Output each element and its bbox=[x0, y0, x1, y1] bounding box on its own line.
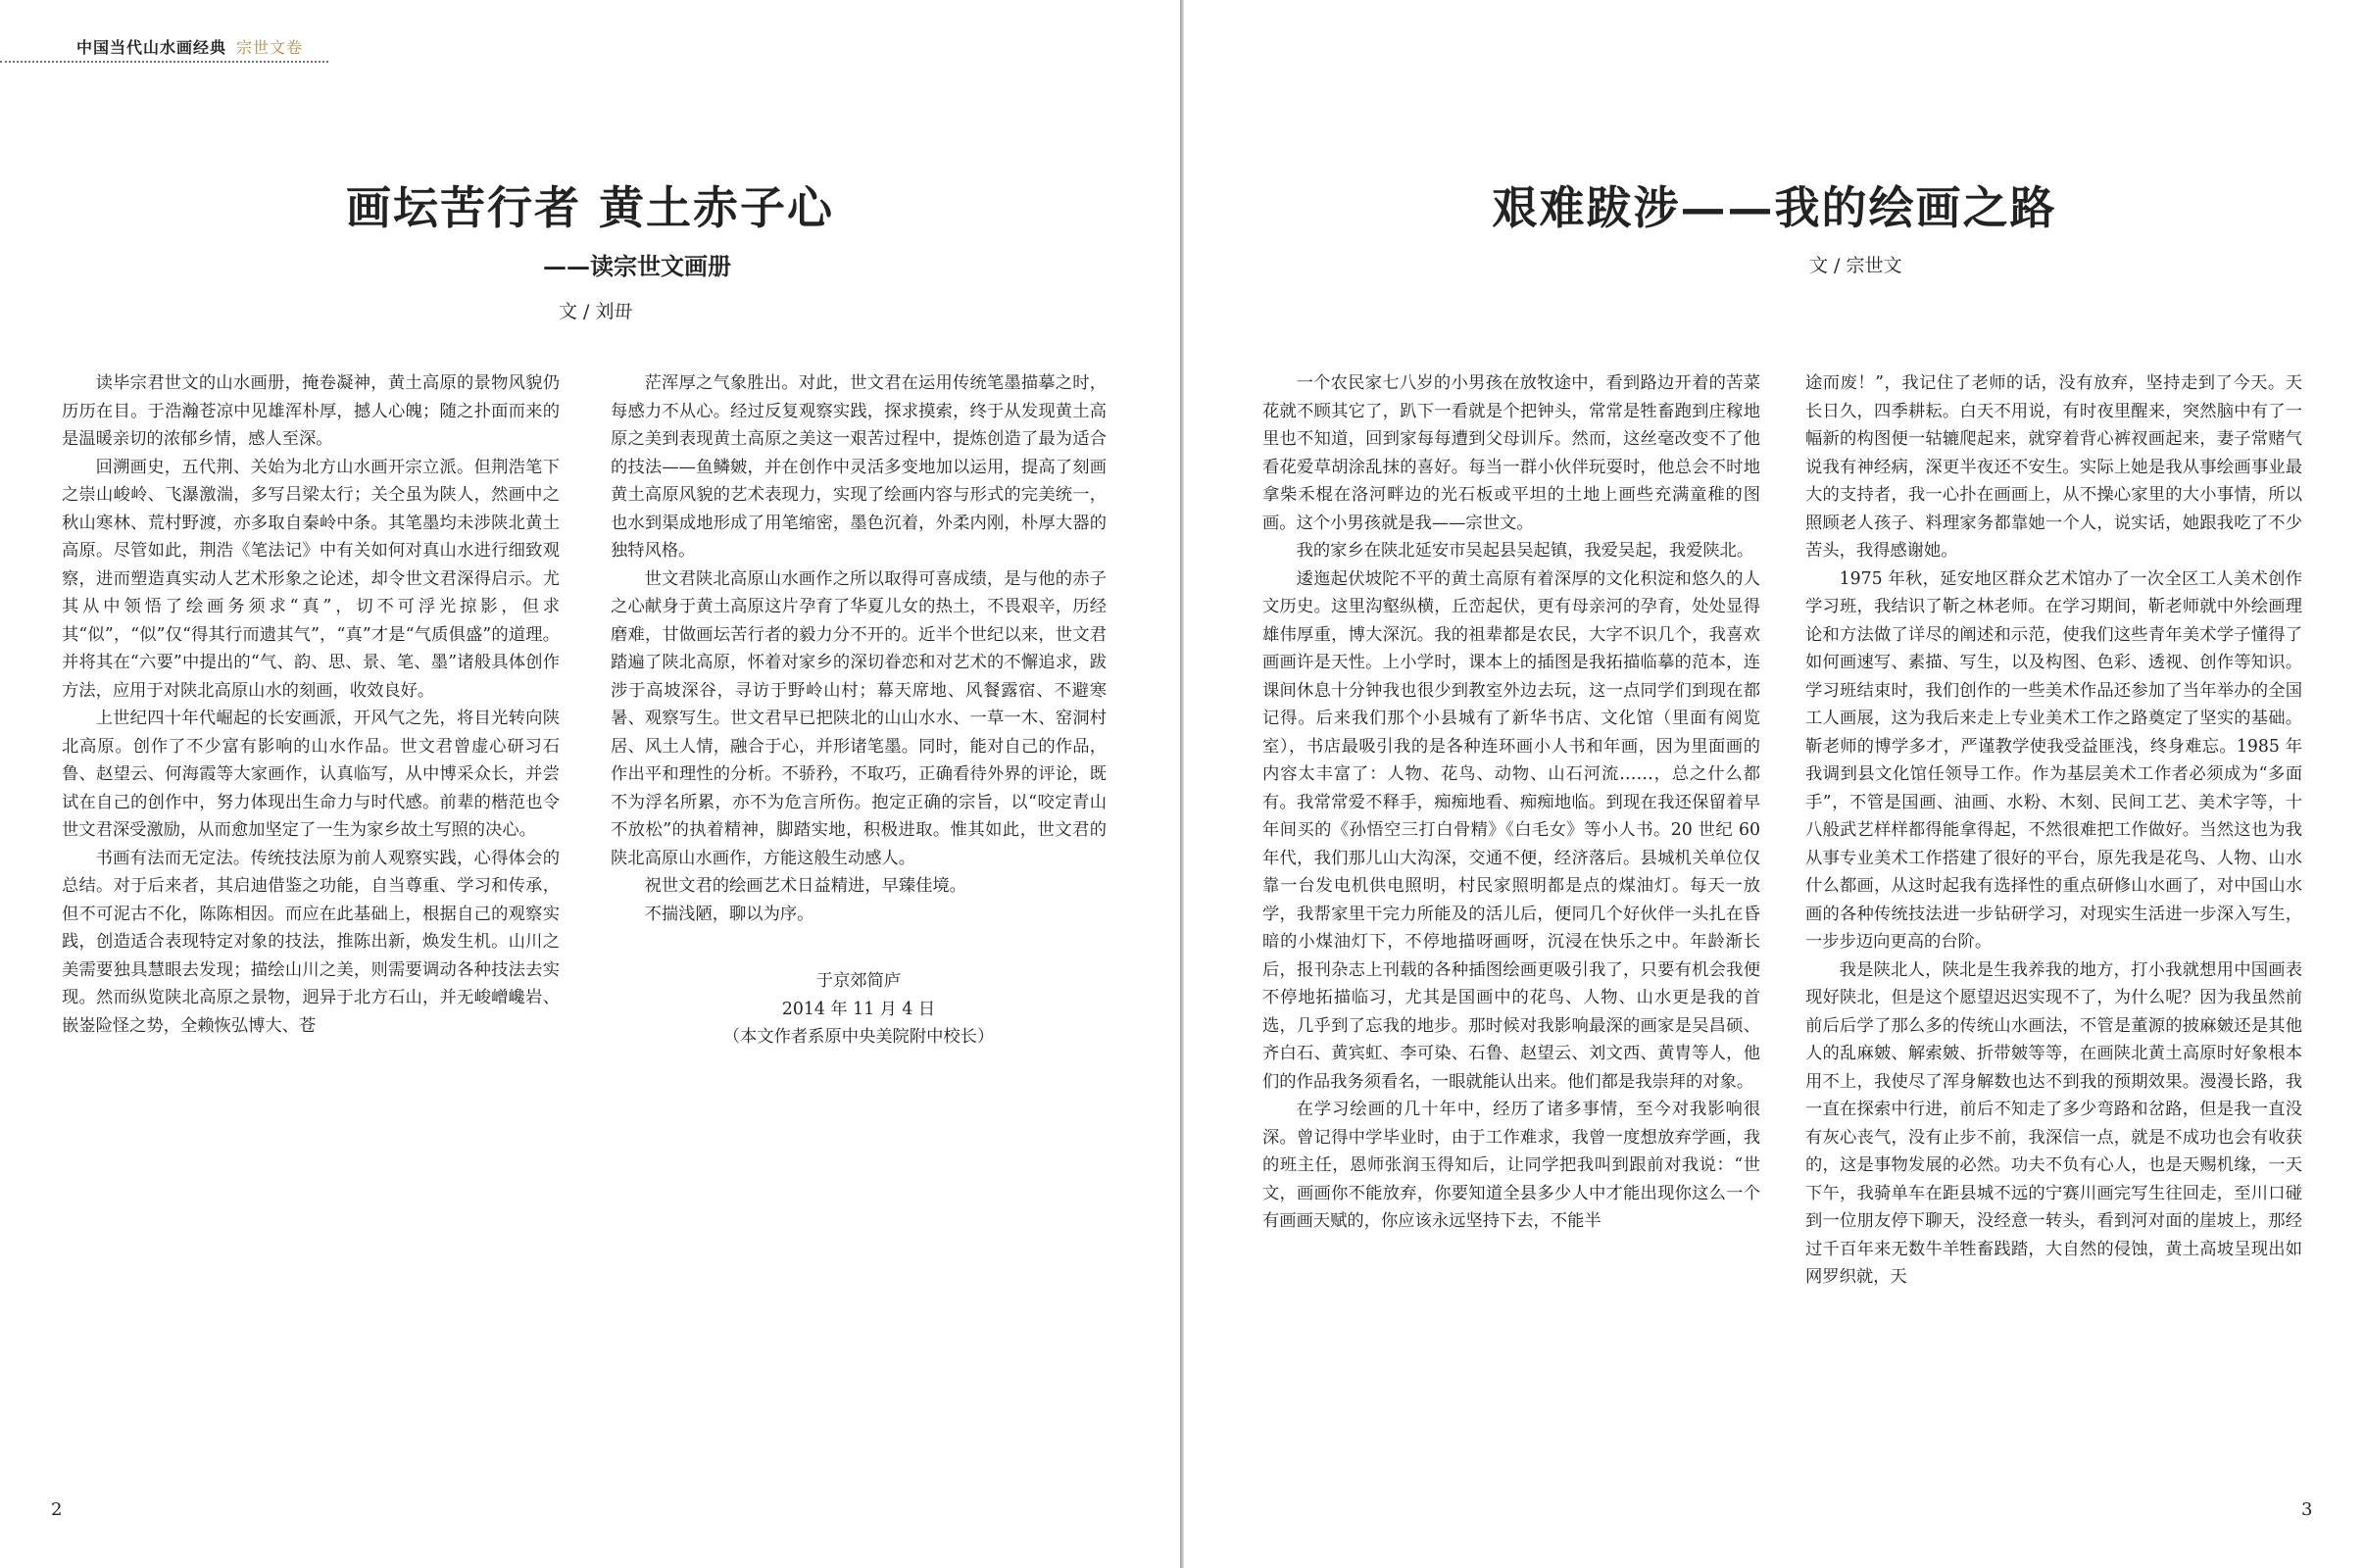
right-column-2 bbox=[1805, 369, 2302, 1292]
volume-title: 宗世文卷 bbox=[236, 38, 304, 57]
page-number-left: 2 bbox=[51, 1499, 63, 1520]
left-column-1 bbox=[62, 369, 560, 1040]
left-article-byline: 文 / 刘毌 bbox=[559, 301, 633, 322]
paragraph: 1975 年秋，延安地区群众艺术馆办了一次全区工人美术创作学习班，我结识了靳之林老师。在学习期间，靳老师就中外绘画理论和方法做了详尽的阐述和示范，使我们这些青年美术学子懂得了如何画速写、素描、写生，以及构图、色彩、透视、创作等知识。学习班结束时，我们创作的一些美术作品还参加了当年举办的全国工人画展，这为我后来走上专业美术工作之路奠定了坚实的基础。靳老师的博学多才，严谨教学使我受益匪浅，终身难忘。1985 年我调到县文化馆任领导工作。作为基层美术工作者必须成为“多面手”，不管是国画、油画、水粉、木刻、民间工艺、美术字等，十八般武艺样样都得能拿得起，不然很难把工作做好。当然这也为我从事专业美术工作搭建了很好的平台，原先我是花鸟、人物、山水什么都画，从这时起我有选择性的重点研修山水画了，对中国山水画的各种传统技法进一步钻研学习，对现实生活进一步深入写生，一步步迈向更高的台阶。 bbox=[1805, 568, 2302, 952]
paragraph: 一个农民家七八岁的小男孩在放牧途中，看到路边开着的苦菜花就不顾其它了，趴下一看就是个把钟头，常常是牲畜跑到庄稼地里也不知道，回到家每每遭到父母训斥。然而，这丝毫改变不了他看花爱草胡涂乱抹的喜好。每当一群小伙伴玩耍时，他总会不时地拿柴禾棍在洛河畔边的光石板或平坦的土地上画些充满童稚的图画。这个小男孩就是我——宗世文。 bbox=[1262, 373, 1760, 533]
right-article-title: 艰难跋涉——我的绘画之路 bbox=[1492, 181, 2057, 234]
dotted-rule bbox=[0, 61, 328, 63]
paragraph: 书画有法而无定法。传统技法原为前人观察实践，心得体会的总结。对于后来者，其启迪借鉴之功能，自当尊重、学习和传承，但不可泥古不化，陈陈相因。而应在此基础上，根据自己的观察实践，创造适合表现特定对象的技法，推陈出新，焕发生机。山川之美需要独具慧眼去发现；描绘山川之美，则需要调动各种技法去实现。然而纵览陕北高原之景物，迥异于北方石山，并无峻嶒巉岩、嵌崟险怪之势，全赖恢弘博大、苍 bbox=[62, 848, 560, 1036]
paragraph: 在学习绘画的几十年中，经历了诸多事情，至今对我影响很深。曾记得中学毕业时，由于工作难求，我曾一度想放弃学画，我的班主任，恩师张润玉得知后，让同学把我叫到跟前对我说：“世文，画画你不能放弃，你要知道全县多少人中才能出现你这么一个有画画天赋的，你应该永远坚持下去，不能半 bbox=[1262, 1100, 1760, 1231]
left-page bbox=[0, 0, 1180, 1568]
paragraph: 我的家乡在陕北延安市吴起县吴起镇，我爱吴起，我爱陕北。 bbox=[1296, 541, 1754, 561]
paragraph: 回溯画史，五代荆、关始为北方山水画开宗立派。但荆浩笔下之崇山峻岭、飞瀑激湍，多写吕梁太行；关仝虽为陕人，然画中之秋山寒林、荒村野渡，亦多取自秦岭中条。其笔墨均未涉陕北黄土高原。尽管如此，荆浩《笔法记》中有关如何对真山水进行细致观察，进而塑造真实动人艺术形象之论述，却令世文君深得启示。尤其从中领悟了绘画务须求“真”，切不可浮光掠影，但求其“似”，“似”仅“得其行而遗其气”，“真”才是“气质俱盛”的道理。并将其在“六要”中提出的“气、韵、思、景、笔、墨”诸般具体创作方法，应用于对陕北高原山水的刻画，收效良好。 bbox=[62, 457, 560, 701]
running-head bbox=[76, 35, 303, 58]
signature-place: 于京郊简庐 bbox=[815, 971, 902, 991]
paragraph: 茫浑厚之气象胜出。对此，世文君在运用传统笔墨描摹之时，每感力不从心。经过反复观察实践，探求摸索，终于从发现黄土高原之美到表现黄土高原之美这一艰苦过程中，提炼创造了最为适合的技法——鱼鳞皴，并在创作中灵活多变地加以运用，提高了刻画黄土高原风貌的艺术表现力，实现了绘画内容与形式的完美统一，也水到渠成地形成了用笔缩密，墨色沉着，外柔内刚，朴厚大器的独特风格。 bbox=[611, 373, 1107, 561]
paragraph: 上世纪四十年代崛起的长安画派，开风气之先，将目光转向陕北高原。创作了不少富有影响的山水作品。世文君曾虚心研习石鲁、赵望云、何海霞等大家画作，认真临写，从中博采众长，并尝试在自己的创作中，努力体现出生命力与时代感。前辈的楷范也令世文君深受激励，从而愈加坚定了一生为家乡故土写照的决心。 bbox=[62, 709, 560, 840]
right-column-1 bbox=[1262, 369, 1760, 1236]
page-number-right: 3 bbox=[2301, 1499, 2313, 1520]
paragraph: 我是陕北人，陕北是生我养我的地方，打小我就想用中国画表现好陕北，但是这个愿望迟迟实现不了，为什么呢？因为我虽然前前后后学了那么多的传统山水画法，不管是董源的披麻皴还是其他人的乱麻皴、解索皴、折带皴等等，在画陕北黄土高原时好象根本用不上，我使尽了浑身解数也达不到我的预期效果。漫漫长路，我一直在探索中行进，前后不知走了多少弯路和岔路，但是我一直没有灰心丧气，没有止步不前，我深信一点，就是不成功也会有收获的，这是事物发展的必然。功夫不负有心人，也是天赐机缘，一天下午，我骑单车在距县城不远的宁赛川画完写生往回走，至川口碰到一位朋友停下聊天，没经意一转头，看到河对面的崖坡上，那经过千百年来无数牛羊牲畜践踏，大自然的侵蚀，黄土高坡呈现出如网罗织就，天 bbox=[1805, 959, 2302, 1287]
left-column-2 bbox=[611, 369, 1107, 1052]
paragraph: 逶迤起伏坡陀不平的黄土高原有着深厚的文化积淀和悠久的人文历史。这里沟壑纵横，丘峦起伏，更有母亲河的孕育，处处显得雄伟厚重，博大深沉。我的祖辈都是农民，大字不识几个，我喜欢画画许是天性。上小学时，课本上的插图是我拓描临摹的范本，连课间休息十分钟我也很少到教室外边去玩，这一点同学们到现在都记得。后来我们那个小县城有了新华书店、文化馆（里面有阅览室），书店最吸引我的是各种连环画小人书和年画，因为里面画的内容太丰富了：人物、花鸟、动物、山石河流……，总之什么都有。我常常爱不释手，痴痴地看、痴痴地临。到现在我还保留着早年间买的《孙悟空三打白骨精》《白毛女》等小人书。20 世纪 60 年代，我们那儿山大沟深，交通不便，经济落后。县城机关单位仅靠一台发电机供电照明，村民家照明都是点的煤油灯。每天一放学，我帮家里干完力所能及的活儿后，便同几个好伙伴一头扎在昏暗的小煤油灯下，不停地描呀画呀，沉浸在快乐之中。年龄渐长后，报刊杂志上刊载的各种插图绘画更吸引我了，只要有机会我便不停地拓描临习，尤其是国画中的花鸟、人物、山水更是我的首选，几乎到了忘我的地步。那时候对我影响最深的画家是吴昌硕、齐白石、黄宾虹、李可染、石鲁、赵望云、刘文西、黄胄等人，他们的作品我务须看名，一眼就能认出来。他们都是我崇拜的对象。 bbox=[1262, 568, 1760, 1092]
left-article-subtitle: ——读宗世文画册 bbox=[543, 252, 731, 280]
paragraph: 不揣浅陋，聊以为序。 bbox=[644, 904, 814, 924]
signature-note: （本文作者系原中央美院附中校长） bbox=[722, 1027, 995, 1047]
series-title: 中国当代山水画经典 bbox=[76, 38, 227, 57]
paragraph: 祝世文君的绘画艺术日益精进，早臻佳境。 bbox=[644, 876, 966, 896]
paragraph: 读毕宗君世文的山水画册，掩卷凝神，黄土高原的景物风貌仍历历在目。于浩瀚苍凉中见雄浑朴厚，撼人心魄；随之扑面而来的是温暖亲切的浓郁乡情，感人至深。 bbox=[62, 373, 560, 449]
paragraph: 世文君陕北高原山水画作之所以取得可喜成绩，是与他的赤子之心献身于黄土高原这片孕育了华夏儿女的热土，不畏艰辛，历经磨难，甘做画坛苦行者的毅力分不开的。近半个世纪以来，世文君踏遍了陕北高原，怀着对家乡的深切眷恋和对艺术的不懈追求，跋涉于高坡深谷，寻访于野岭山村；幕天席地、风餐露宿、不避寒暑、观察写生。世文君早已把陕北的山山水水、一草一木、窑洞村居、风土人情，融合于心，并形诸笔墨。同时，能对自己的作品，作出平和理性的分析。不骄矜，不取巧，正确看待外界的评论，既不为浮名所累，亦不为危言所伤。抱定正确的宗旨，以“咬定青山不放松”的执着精神，脚踏实地，积极进取。惟其如此，世文君的陕北高原山水画作，方能这般生动感人。 bbox=[611, 568, 1107, 868]
right-page bbox=[1184, 0, 2365, 1568]
left-article-title: 画坛苦行者 黄土赤子心 bbox=[345, 181, 834, 234]
signature-date: 2014 年 11 月 4 日 bbox=[781, 999, 936, 1019]
paragraph: 途而废！”，我记住了老师的话，没有放弃，坚持走到了今天。天长日久，四季耕耘。白天不用说，有时夜里醒来，突然脑中有了一幅新的构图便一轱辘爬起来，就穿着背心裤衩画起来，妻子常赌气说我有神经病，深更半夜还不安生。实际上她是我从事绘画事业最大的支持者，我一心扑在画画上，从不操心家里的大小事情，所以照顾老人孩子、料理家务都靠她一个人，说实话，她跟我吃了不少苦头，我得感谢她。 bbox=[1805, 373, 2302, 561]
right-article-byline: 文 / 宗世文 bbox=[1809, 255, 1902, 276]
